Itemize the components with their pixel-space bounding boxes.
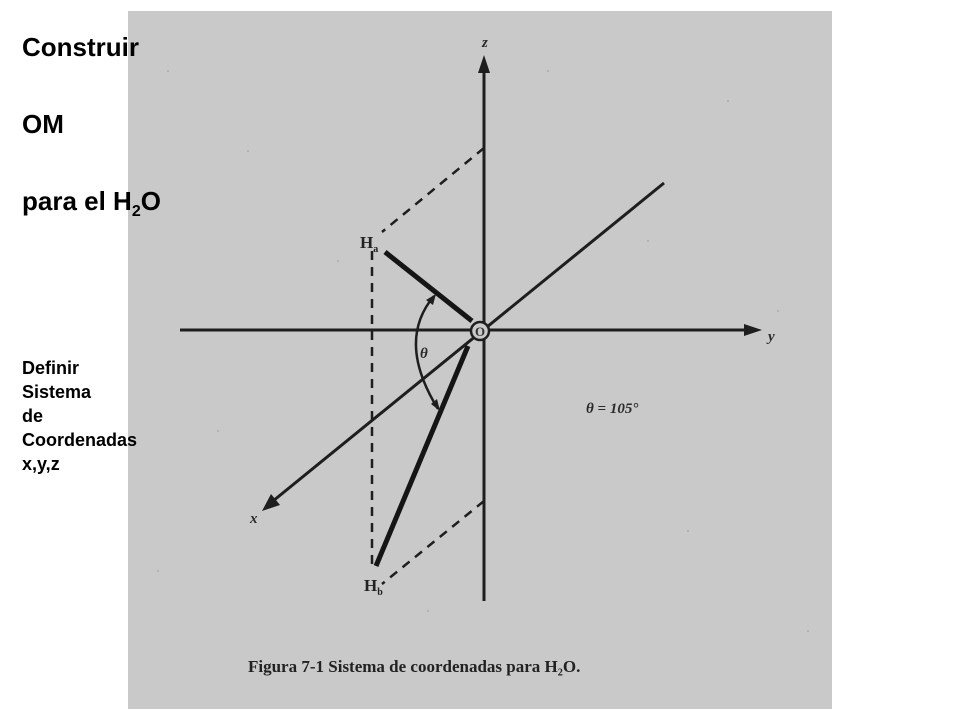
z-axis-label: z <box>482 35 488 51</box>
title-h2o <box>22 186 161 227</box>
title-construir: Construir <box>22 32 139 62</box>
coordinate-system-diagram <box>128 11 832 709</box>
title-om: OM <box>22 109 64 139</box>
note-block <box>22 356 137 476</box>
title-h2o-suffix: O <box>140 186 161 216</box>
figure-caption: Figura 7-1 Sistema de coordenadas para H₂O. <box>248 657 581 676</box>
atom-hb-label: $H_b$ <box>364 576 383 598</box>
atom-ha-label: $H_a$ <box>360 233 379 255</box>
note-line: Coordenadas <box>22 430 138 450</box>
figure-scan <box>128 11 832 709</box>
title-h2o-prefix: para el H <box>22 186 132 216</box>
x-axis-label: x <box>250 511 258 527</box>
y-axis-label: y <box>768 329 775 345</box>
projection-lines <box>372 148 484 584</box>
title-h2o-subscript: 2 <box>131 203 141 221</box>
y-axis-arrow <box>744 324 762 336</box>
x-axis <box>273 183 664 501</box>
angle-value: θ = 105° <box>586 401 639 417</box>
note-line: x,y,z <box>22 454 60 474</box>
note-line: Sistema <box>22 382 92 402</box>
bond-o-ha <box>385 252 472 321</box>
angle-symbol: θ <box>420 346 428 362</box>
z-axis-arrow <box>478 55 490 73</box>
note-line: Definir <box>22 358 80 378</box>
note-line: de <box>22 406 44 426</box>
origin-label: O <box>475 324 486 339</box>
